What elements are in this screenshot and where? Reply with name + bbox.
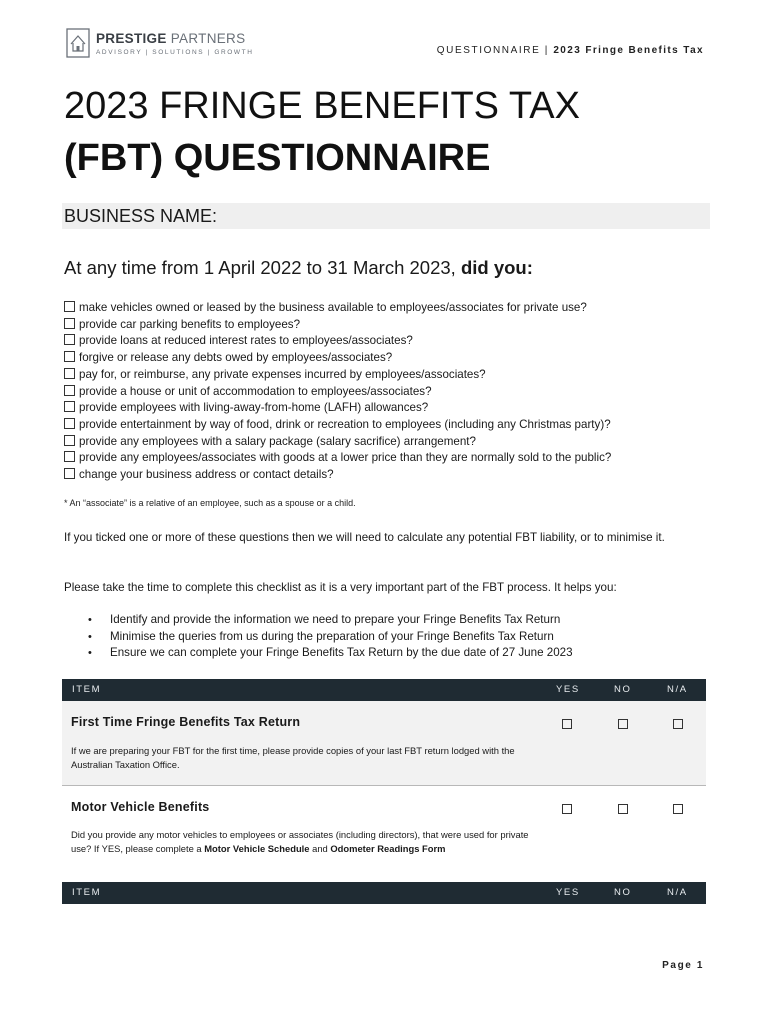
intro-paragraph: If you ticked one or more of these questions then we will need to calculate any potential FBT liability, or to minimise it. [64, 531, 665, 544]
checkbox-icon[interactable] [64, 418, 75, 429]
page-number: Page 1 [662, 960, 704, 971]
yes-checkbox[interactable] [562, 719, 572, 729]
row-description: Did you provide any motor vehicles to employees or associates (including directors), that were used for private use? If YES, please complete a Motor Vehicle Schedule and Odometer Readings Form [71, 829, 529, 854]
row-title: First Time Fringe Benefits Tax Return [71, 715, 301, 729]
bullet-item: • Ensure we can complete your Fringe Benefits Tax Return by the due date of 27 June 2023 [88, 645, 573, 662]
checklist-item[interactable]: provide any employees with a salary package (salary sacrifice) arrangement? [64, 434, 724, 451]
page-title: 2023 FRINGE BENEFITS TAX (FBT) QUESTIONNAIRE [64, 85, 580, 179]
checklist-item[interactable]: provide loans at reduced interest rates to employees/associates? [64, 333, 724, 350]
checklist-item[interactable]: make vehicles owned or leased by the business available to employees/associates for private use? [64, 300, 724, 317]
no-checkbox[interactable] [618, 719, 628, 729]
na-checkbox[interactable] [673, 804, 683, 814]
house-logo-icon [66, 28, 90, 58]
checklist-item[interactable]: forgive or release any debts owed by employees/associates? [64, 350, 724, 367]
table-row [62, 701, 706, 786]
associate-footnote: * An “associate” is a relative of an employee, such as a spouse or a child. [64, 498, 356, 508]
column-header-yes: YES [556, 887, 580, 898]
row-title: Motor Vehicle Benefits [71, 800, 210, 814]
checklist-item[interactable]: provide entertainment by way of food, drink or recreation to employees (including any Christmas party)? [64, 417, 724, 434]
checkbox-icon[interactable] [64, 334, 75, 345]
column-header-item: ITEM [72, 684, 102, 695]
column-header-yes: YES [556, 684, 580, 695]
checkbox-icon[interactable] [64, 318, 75, 329]
checklist-item[interactable]: provide car parking benefits to employees? [64, 317, 724, 334]
checkbox-icon[interactable] [64, 451, 75, 462]
benefits-bullet-list [88, 612, 573, 662]
checkbox-icon[interactable] [64, 385, 75, 396]
bullet-item: • Minimise the queries from us during the preparation of your Fringe Benefits Tax Return [88, 629, 573, 646]
checkbox-icon[interactable] [64, 435, 75, 446]
business-name-field[interactable]: BUSINESS NAME: [62, 203, 710, 229]
checkbox-icon[interactable] [64, 368, 75, 379]
yes-checkbox[interactable] [562, 804, 572, 814]
checklist-item[interactable]: provide any employees/associates with goods at a lower price than they are normally sold to the public? [64, 450, 724, 467]
checkbox-icon[interactable] [64, 351, 75, 362]
table-row [62, 786, 706, 880]
benefits-checklist [64, 300, 724, 484]
row-description: If we are preparing your FBT for the first time, please provide copies of your last FBT return lodged with the Australian Taxation Office. [71, 745, 515, 770]
question-heading: At any time from 1 April 2022 to 31 March 2023, did you: [64, 257, 533, 278]
bullet-item: • Identify and provide the information we need to prepare your Fringe Benefits Tax Return [88, 612, 573, 629]
column-header-item: ITEM [72, 887, 102, 898]
logo-name: PRESTIGE PARTNERS [96, 30, 246, 46]
checkbox-icon[interactable] [64, 401, 75, 412]
header-document-label: QUESTIONNAIRE | 2023 Fringe Benefits Tax [436, 45, 704, 56]
no-checkbox[interactable] [618, 804, 628, 814]
checklist-item[interactable]: change your business address or contact details? [64, 467, 724, 484]
checkbox-icon[interactable] [64, 301, 75, 312]
na-checkbox[interactable] [673, 719, 683, 729]
column-header-na: N/A [667, 887, 688, 898]
logo-tagline: ADVISORY | SOLUTIONS | GROWTH [96, 48, 254, 56]
column-header-no: NO [614, 887, 632, 898]
column-header-no: NO [614, 684, 632, 695]
checkbox-icon[interactable] [64, 468, 75, 479]
checklist-paragraph: Please take the time to complete this checklist as it is a very important part of the FBT process. It helps you: [64, 581, 617, 594]
checklist-item[interactable]: pay for, or reimburse, any private expenses incurred by employees/associates? [64, 367, 724, 384]
checklist-item[interactable]: provide employees with living-away-from-home (LAFH) allowances? [64, 400, 724, 417]
table-header [62, 882, 706, 904]
table-header [62, 679, 706, 701]
company-logo [66, 28, 254, 58]
checklist-item[interactable]: provide a house or unit of accommodation to employees/associates? [64, 384, 724, 401]
column-header-na: N/A [667, 684, 688, 695]
